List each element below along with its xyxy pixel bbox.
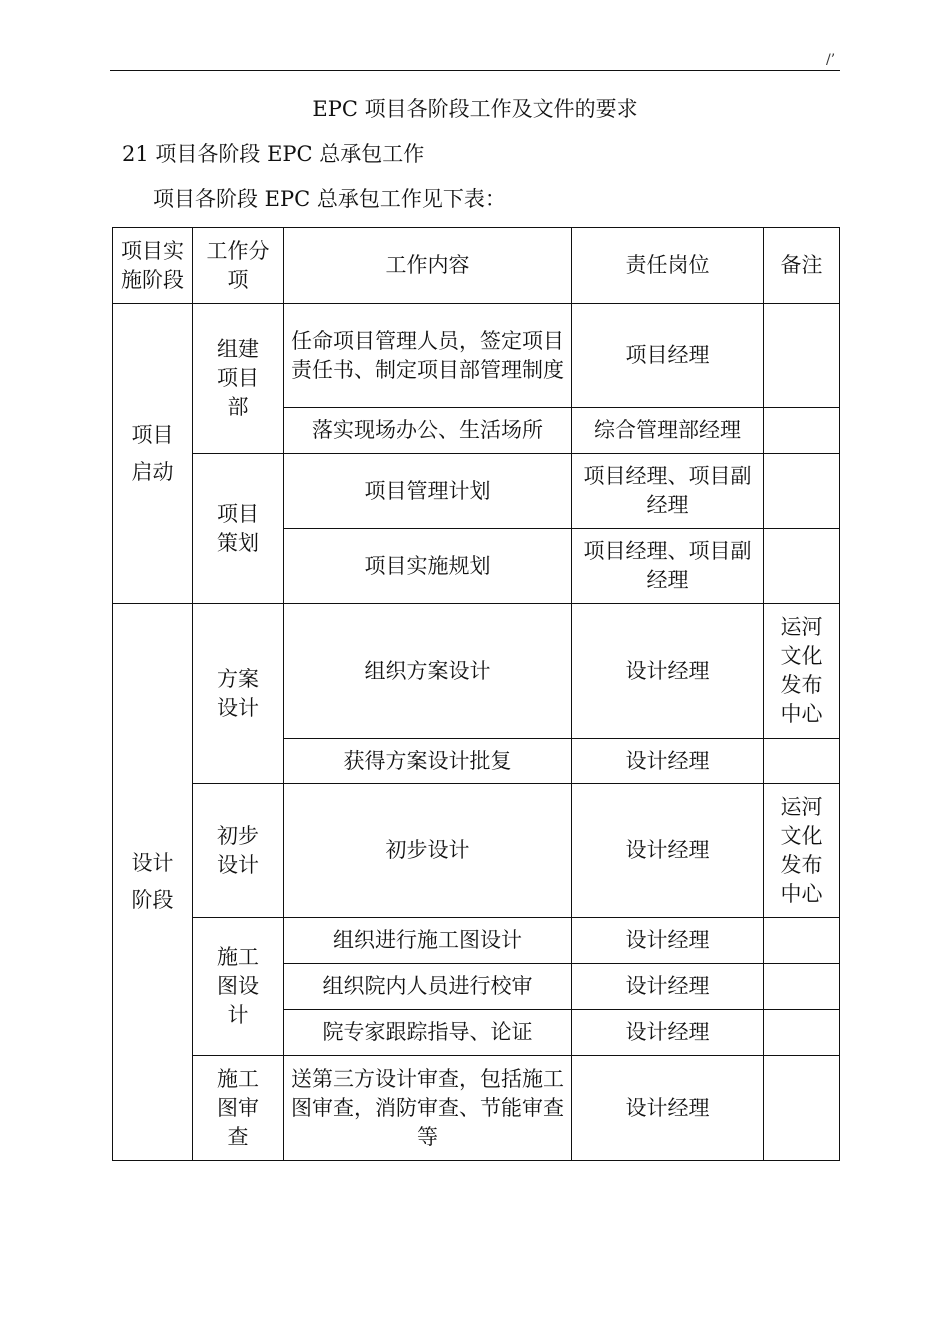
work-item-cell xyxy=(193,918,284,1056)
stage-name: 设计阶段 xyxy=(131,851,174,912)
document-title: EPC 项目各阶段工作及文件的要求 xyxy=(312,97,638,121)
stage-name: 项目启动 xyxy=(131,422,174,484)
work-content-cell: 院专家跟踪指导、论证 xyxy=(284,1010,572,1056)
work-item-label: 方案设计 xyxy=(217,666,259,720)
responsible-role-cell: 综合管理部经理 xyxy=(572,408,764,454)
section-heading: 21 项目各阶段 EPC 总承包工作 xyxy=(122,142,425,166)
responsible-role-cell: 设计经理 xyxy=(572,1010,764,1056)
remark-cell xyxy=(764,604,840,739)
table-row xyxy=(113,1056,840,1161)
work-item-label: 组建项目部 xyxy=(217,337,259,419)
remark-cell xyxy=(764,529,840,604)
remark-cell xyxy=(764,784,840,918)
responsible-role-cell: 项目经理、项目副经理 xyxy=(572,529,764,604)
header-work-item: 工作分项 xyxy=(193,228,284,304)
remark-cell xyxy=(764,1056,840,1161)
header-remark: 备注 xyxy=(764,228,840,304)
work-item-label: 项目策划 xyxy=(217,501,259,555)
header-stage: 项目实施阶段 xyxy=(113,228,193,304)
work-item-label: 施工图审查 xyxy=(217,1066,259,1149)
remark-cell xyxy=(764,1010,840,1056)
work-item-cell xyxy=(193,304,284,454)
work-item-cell xyxy=(193,1056,284,1161)
remark-cell xyxy=(764,964,840,1010)
responsible-role-cell: 设计经理 xyxy=(572,1056,764,1161)
remark-cell xyxy=(764,739,840,784)
remark-text: 运河文化发布中心 xyxy=(780,615,823,726)
work-item-cell xyxy=(193,604,284,784)
work-content-cell: 组织进行施工图设计 xyxy=(284,918,572,964)
work-item-cell xyxy=(193,784,284,918)
work-item-cell xyxy=(193,454,284,604)
remark-text: 运河文化发布中心 xyxy=(780,794,823,906)
work-content-cell: 获得方案设计批复 xyxy=(284,739,572,784)
responsible-role-cell: 项目经理、项目副经理 xyxy=(572,454,764,529)
table-row xyxy=(113,454,840,529)
remark-cell xyxy=(764,454,840,529)
header-work-content: 工作内容 xyxy=(284,228,572,304)
work-content-cell: 组织院内人员进行校审 xyxy=(284,964,572,1010)
stage-cell xyxy=(113,304,193,604)
work-content-cell: 送第三方设计审查，包括施工图审查，消防审查、节能审查等 xyxy=(284,1056,572,1161)
work-item-label: 施工图设计 xyxy=(217,945,259,1027)
work-item-label: 初步设计 xyxy=(217,823,259,877)
intro-paragraph: 项目各阶段 EPC 总承包工作见下表： xyxy=(153,187,506,211)
remark-cell xyxy=(764,408,840,454)
table-body xyxy=(113,228,840,1161)
header-mark: /’ xyxy=(826,52,836,68)
remark-cell xyxy=(764,304,840,408)
work-content-cell: 项目实施规划 xyxy=(284,529,572,604)
table-row xyxy=(113,604,840,739)
responsible-role-cell: 设计经理 xyxy=(572,604,764,739)
table-row xyxy=(113,918,840,964)
responsible-role-cell: 项目经理 xyxy=(572,304,764,408)
stage-cell xyxy=(113,604,193,1161)
work-content-cell: 任命项目管理人员，签定项目责任书、制定项目部管理制度 xyxy=(284,304,572,408)
table-row xyxy=(113,784,840,918)
work-content-cell: 项目管理计划 xyxy=(284,454,572,529)
work-content-cell: 组织方案设计 xyxy=(284,604,572,739)
header-responsible-role: 责任岗位 xyxy=(572,228,764,304)
responsible-role-cell: 设计经理 xyxy=(572,918,764,964)
work-content-cell: 初步设计 xyxy=(284,784,572,918)
responsible-role-cell: 设计经理 xyxy=(572,784,764,918)
epc-work-table xyxy=(112,227,840,1161)
table-header-row xyxy=(113,228,840,304)
responsible-role-cell: 设计经理 xyxy=(572,964,764,1010)
work-content-cell: 落实现场办公、生活场所 xyxy=(284,408,572,454)
responsible-role-cell: 设计经理 xyxy=(572,739,764,784)
header-rule xyxy=(110,70,840,71)
remark-cell xyxy=(764,918,840,964)
table-row xyxy=(113,304,840,408)
